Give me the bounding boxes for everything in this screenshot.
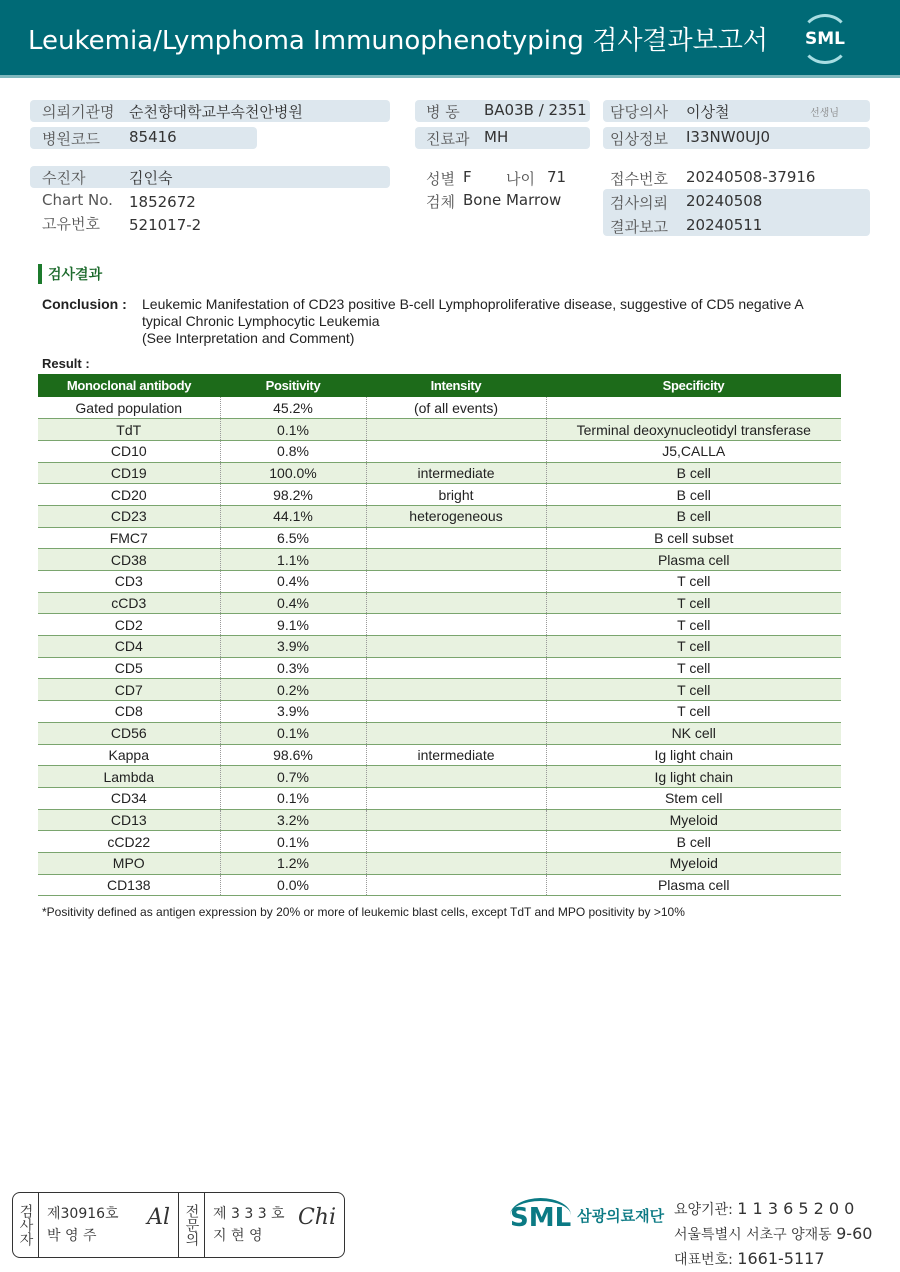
table-row	[38, 636, 841, 658]
antibody-cell: CD8	[38, 701, 220, 723]
antibody-cell: CD3	[38, 571, 220, 593]
positivity-cell: 0.1%	[220, 787, 366, 809]
antibody-cell: CD5	[38, 657, 220, 679]
positivity-cell: 0.3%	[220, 657, 366, 679]
intensity-cell	[366, 636, 546, 658]
tester-signature: Al	[147, 1205, 170, 1230]
antibody-cell: CD23	[38, 505, 220, 527]
antibody-cell: Gated population	[38, 397, 220, 419]
table-row	[38, 744, 841, 766]
positivity-cell: 45.2%	[220, 397, 366, 419]
antibody-cell: Kappa	[38, 744, 220, 766]
dept-label: 진료과	[426, 130, 470, 148]
dept-value: MH	[484, 128, 509, 146]
sml-logo: SML	[800, 14, 850, 64]
specificity-cell: B cell	[546, 484, 841, 506]
specificity-cell: T cell	[546, 614, 841, 636]
specialist-name: 지 현 영	[213, 1228, 263, 1244]
patient-label: 수진자	[42, 169, 86, 187]
table-row	[38, 397, 841, 419]
request-value: 20240508	[686, 192, 763, 210]
specificity-cell: B cell	[546, 505, 841, 527]
antibody-cell: CD38	[38, 549, 220, 571]
conclusion-label: Conclusion :	[42, 296, 127, 312]
unique-label: 고유번호	[42, 215, 100, 233]
ward-value: BA03B / 2351	[484, 101, 587, 119]
hospital-label: 의뢰기관명	[42, 103, 115, 121]
chart-label: Chart No.	[42, 191, 113, 209]
table-row	[38, 440, 841, 462]
footnote: *Positivity defined as antigen expression by 20% or more of leukemic blast cells, except TdT and MPO positivity by >10%	[42, 905, 685, 919]
footer-address: 요양기관: 1 1 3 6 5 2 0 0 서울특별시 서초구 양재동 9-60 대표번호: 1661-5117	[674, 1199, 873, 1268]
antibody-cell: CD34	[38, 787, 220, 809]
antibody-cell: MPO	[38, 852, 220, 874]
intensity-cell	[366, 440, 546, 462]
table-row	[38, 852, 841, 874]
hospital-value: 순천향대학교부속천안병원	[129, 103, 303, 121]
results-table	[38, 374, 841, 896]
report-header	[0, 0, 900, 78]
address: 서울특별시 서초구 양재동	[674, 1227, 832, 1243]
antibody-cell: TdT	[38, 419, 220, 441]
specialist-cell	[205, 1193, 344, 1257]
org-name: 삼광의료재단	[577, 1207, 665, 1225]
specificity-cell: Ig light chain	[546, 766, 841, 788]
specificity-cell: T cell	[546, 636, 841, 658]
table-row	[38, 614, 841, 636]
antibody-cell: CD4	[38, 636, 220, 658]
positivity-cell: 9.1%	[220, 614, 366, 636]
specificity-cell: B cell subset	[546, 527, 841, 549]
footer-logo	[510, 1198, 664, 1233]
positivity-cell: 3.2%	[220, 809, 366, 831]
specificity-cell: T cell	[546, 701, 841, 723]
table-row	[38, 787, 841, 809]
antibody-cell: CD20	[38, 484, 220, 506]
intensity-cell	[366, 809, 546, 831]
specificity-cell: T cell	[546, 679, 841, 701]
specificity-cell: Ig light chain	[546, 744, 841, 766]
clinical-label: 임상정보	[610, 130, 668, 148]
specificity-cell: T cell	[546, 571, 841, 593]
specificity-cell	[546, 397, 841, 419]
antibody-cell: CD13	[38, 809, 220, 831]
positivity-cell: 0.1%	[220, 722, 366, 744]
intensity-cell	[366, 831, 546, 853]
positivity-cell: 1.1%	[220, 549, 366, 571]
intensity-cell	[366, 787, 546, 809]
positivity-cell: 0.1%	[220, 831, 366, 853]
doctor-value: 이상철	[686, 103, 730, 121]
result-label: Result :	[42, 356, 90, 371]
report-label: 결과보고	[610, 218, 668, 236]
table-row	[38, 831, 841, 853]
intensity-cell	[366, 592, 546, 614]
ward-label: 병 동	[426, 103, 460, 121]
column-header: Intensity	[366, 374, 546, 397]
specialist-signature: Chi	[297, 1205, 336, 1230]
table-row	[38, 592, 841, 614]
intensity-cell: intermediate	[366, 744, 546, 766]
specimen-label: 검체	[426, 193, 455, 211]
specificity-cell: Plasma cell	[546, 549, 841, 571]
request-label: 검사의뢰	[610, 194, 668, 212]
table-row	[38, 527, 841, 549]
column-header: Specificity	[546, 374, 841, 397]
antibody-cell: cCD22	[38, 831, 220, 853]
table-row	[38, 809, 841, 831]
positivity-cell: 98.6%	[220, 744, 366, 766]
positivity-cell: 0.1%	[220, 419, 366, 441]
specificity-cell: B cell	[546, 462, 841, 484]
intensity-cell	[366, 701, 546, 723]
specificity-cell: Myeloid	[546, 809, 841, 831]
antibody-cell: CD56	[38, 722, 220, 744]
table-row	[38, 657, 841, 679]
tester-label: 검사자	[13, 1193, 39, 1257]
table-row	[38, 484, 841, 506]
antibody-cell: CD10	[38, 440, 220, 462]
antibody-cell: CD2	[38, 614, 220, 636]
specificity-cell: Myeloid	[546, 852, 841, 874]
intensity-cell	[366, 852, 546, 874]
intensity-cell	[366, 549, 546, 571]
intensity-cell	[366, 571, 546, 593]
table-row	[38, 874, 841, 896]
hospital-code-value: 85416	[129, 128, 177, 146]
positivity-cell: 0.2%	[220, 679, 366, 701]
intensity-cell	[366, 874, 546, 896]
intensity-cell	[366, 614, 546, 636]
clinical-value: I33NW0UJ0	[686, 128, 771, 146]
intensity-cell: intermediate	[366, 462, 546, 484]
unique-value: 521017-2	[129, 216, 202, 234]
receipt-label: 접수번호	[610, 170, 668, 188]
antibody-cell: CD7	[38, 679, 220, 701]
specificity-cell: Stem cell	[546, 787, 841, 809]
specificity-cell: T cell	[546, 592, 841, 614]
table-row	[38, 419, 841, 441]
doctor-label: 담당의사	[610, 103, 668, 121]
institution-code: 1 1 3 6 5 2 0 0	[737, 1199, 855, 1218]
intensity-cell	[366, 419, 546, 441]
positivity-cell: 1.2%	[220, 852, 366, 874]
antibody-cell: CD138	[38, 874, 220, 896]
positivity-cell: 0.8%	[220, 440, 366, 462]
table-row	[38, 679, 841, 701]
positivity-cell: 0.7%	[220, 766, 366, 788]
intensity-cell: (of all events)	[366, 397, 546, 419]
tester-cell	[39, 1193, 179, 1257]
positivity-cell: 100.0%	[220, 462, 366, 484]
antibody-cell: cCD3	[38, 592, 220, 614]
section-title: 검사결과	[38, 264, 102, 284]
intensity-cell	[366, 657, 546, 679]
specificity-cell: T cell	[546, 657, 841, 679]
positivity-cell: 98.2%	[220, 484, 366, 506]
antibody-cell: CD19	[38, 462, 220, 484]
specificity-cell: Terminal deoxynucleotidyl transferase	[546, 419, 841, 441]
antibody-cell: FMC7	[38, 527, 220, 549]
phone: 1661-5117	[737, 1249, 825, 1268]
hospital-code-label: 병원코드	[42, 130, 100, 148]
positivity-cell: 0.4%	[220, 592, 366, 614]
specificity-cell: Plasma cell	[546, 874, 841, 896]
specificity-cell: B cell	[546, 831, 841, 853]
specimen-value: Bone Marrow	[463, 191, 562, 209]
table-row	[38, 505, 841, 527]
positivity-cell: 0.0%	[220, 874, 366, 896]
report-title: Leukemia/Lymphoma Immunophenotyping 검사결과보고서	[28, 26, 769, 56]
intensity-cell	[366, 527, 546, 549]
positivity-cell: 3.9%	[220, 636, 366, 658]
column-header: Positivity	[220, 374, 366, 397]
tester-name: 박 영 주	[47, 1228, 97, 1244]
positivity-cell: 6.5%	[220, 527, 366, 549]
positivity-cell: 44.1%	[220, 505, 366, 527]
signature-box	[12, 1192, 345, 1258]
intensity-cell: bright	[366, 484, 546, 506]
specificity-cell: NK cell	[546, 722, 841, 744]
specialist-label: 전문의	[179, 1193, 205, 1257]
patient-value: 김인숙	[129, 169, 173, 187]
table-row	[38, 549, 841, 571]
age-value: 71	[547, 168, 567, 186]
table-row	[38, 722, 841, 744]
sml-footer-logo: SML	[510, 1198, 571, 1233]
intensity-cell	[366, 722, 546, 744]
age-label: 나이	[506, 170, 535, 188]
conclusion-text: Leukemic Manifestation of CD23 positive B-cell Lymphoproliferative disease, suggestive of CD5 negative A typical Chronic Lymphocytic Leukemia (See Interpretation and Comment)	[142, 296, 803, 346]
sex-value: F	[463, 168, 472, 186]
table-row	[38, 462, 841, 484]
specialist-license: 제 3 3 3 호	[213, 1206, 285, 1222]
table-row	[38, 701, 841, 723]
report-value: 20240511	[686, 216, 763, 234]
table-row	[38, 571, 841, 593]
intensity-cell	[366, 679, 546, 701]
receipt-value: 20240508-37916	[686, 168, 816, 186]
intensity-cell: heterogeneous	[366, 505, 546, 527]
specificity-cell: J5,CALLA	[546, 440, 841, 462]
sex-label: 성별	[426, 170, 455, 188]
intensity-cell	[366, 766, 546, 788]
positivity-cell: 3.9%	[220, 701, 366, 723]
column-header: Monoclonal antibody	[38, 374, 220, 397]
antibody-cell: Lambda	[38, 766, 220, 788]
doctor-suffix: 선생님	[810, 108, 839, 119]
positivity-cell: 0.4%	[220, 571, 366, 593]
tester-license: 제30916호	[47, 1206, 119, 1222]
table-row	[38, 766, 841, 788]
chart-value: 1852672	[129, 193, 196, 211]
